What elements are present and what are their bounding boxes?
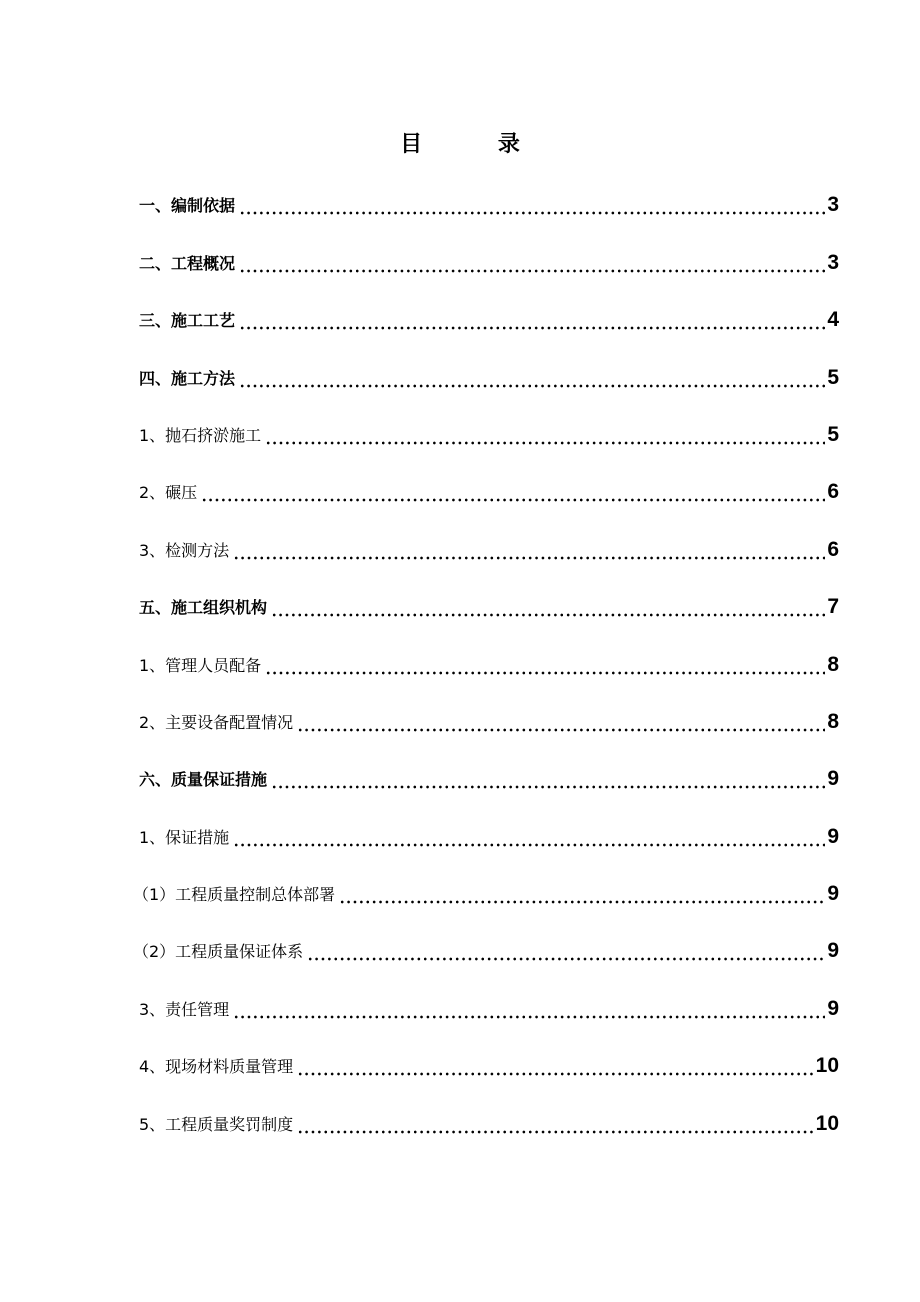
toc-entry-label: 三、施工工艺	[139, 311, 236, 331]
toc-dot-leader	[233, 541, 825, 561]
toc-entry[interactable]	[139, 989, 839, 1046]
table-of-contents	[133, 186, 839, 1162]
toc-dot-leader	[271, 770, 825, 790]
toc-entry-page-number: 6	[827, 480, 839, 504]
toc-title: 目 录	[400, 132, 554, 157]
toc-entry[interactable]	[139, 530, 839, 587]
toc-dot-leader	[239, 196, 825, 216]
toc-entry-label: 4、现场材料质量管理	[139, 1057, 294, 1077]
toc-entry-page-number: 3	[827, 193, 839, 217]
toc-entry-page-number: 6	[827, 537, 839, 561]
toc-entry[interactable]	[139, 301, 839, 358]
toc-entry-page-number: 3	[827, 250, 839, 274]
toc-dot-leader	[271, 598, 825, 618]
toc-entry-label: 5、工程质量奖罚制度	[139, 1114, 294, 1134]
toc-entry-label: 2、主要设备配置情况	[139, 712, 294, 732]
toc-dot-leader	[239, 369, 825, 389]
toc-entry-label: 3、责任管理	[139, 999, 230, 1019]
toc-entry[interactable]	[139, 817, 839, 874]
toc-entry[interactable]	[139, 760, 839, 817]
toc-entry-page-number: 7	[827, 595, 839, 619]
toc-entry-label: 1、管理人员配备	[139, 655, 262, 675]
toc-entry-page-number: 9	[827, 996, 839, 1020]
toc-entry[interactable]	[139, 588, 839, 645]
toc-entry[interactable]	[139, 416, 839, 473]
toc-dot-leader	[201, 483, 825, 503]
toc-entry[interactable]	[133, 875, 839, 932]
toc-entry-label: 一、编制依据	[139, 196, 236, 216]
toc-entry-page-number: 8	[827, 709, 839, 733]
toc-entry-page-number: 9	[827, 939, 839, 963]
toc-entry-page-number: 8	[827, 652, 839, 676]
toc-entry-label: 1、抛石挤淤施工	[139, 425, 262, 445]
toc-entry-page-number: 10	[815, 1111, 839, 1135]
toc-entry[interactable]	[139, 358, 839, 415]
toc-entry-label: （1）工程质量控制总体部署	[133, 885, 336, 905]
toc-entry[interactable]	[139, 1104, 839, 1161]
toc-dot-leader	[239, 311, 825, 331]
toc-dot-leader	[307, 942, 825, 962]
toc-entry-label: 1、保证措施	[139, 827, 230, 847]
toc-entry[interactable]	[133, 932, 839, 989]
toc-entry-page-number: 5	[827, 422, 839, 446]
toc-entry-label: 二、工程概况	[139, 253, 236, 273]
toc-entry-label: 3、检测方法	[139, 540, 230, 560]
toc-entry-page-number: 9	[827, 824, 839, 848]
toc-dot-leader	[339, 885, 825, 905]
toc-entry[interactable]	[139, 1047, 839, 1104]
toc-dot-leader	[233, 828, 825, 848]
toc-entry[interactable]	[139, 473, 839, 530]
toc-entry[interactable]	[139, 243, 839, 300]
toc-entry-label: 2、碾压	[139, 483, 198, 503]
toc-dot-leader	[297, 713, 825, 733]
toc-dot-leader	[297, 1057, 813, 1077]
toc-dot-leader	[239, 254, 825, 274]
toc-entry-page-number: 4	[827, 308, 839, 332]
toc-dot-leader	[265, 426, 825, 446]
toc-entry-label: 五、施工组织机构	[139, 598, 268, 618]
toc-entry[interactable]	[139, 186, 839, 243]
toc-entry-page-number: 9	[827, 882, 839, 906]
toc-dot-leader	[233, 1000, 825, 1020]
toc-entry-label: （2）工程质量保证体系	[133, 942, 304, 962]
toc-dot-leader	[265, 656, 825, 676]
toc-entry-page-number: 9	[827, 767, 839, 791]
toc-entry-label: 六、质量保证措施	[139, 770, 268, 790]
toc-entry-page-number: 10	[815, 1054, 839, 1078]
toc-entry[interactable]	[139, 703, 839, 760]
toc-dot-leader	[297, 1115, 813, 1135]
toc-entry-label: 四、施工方法	[139, 368, 236, 388]
toc-entry-page-number: 5	[827, 365, 839, 389]
toc-entry[interactable]	[139, 645, 839, 702]
